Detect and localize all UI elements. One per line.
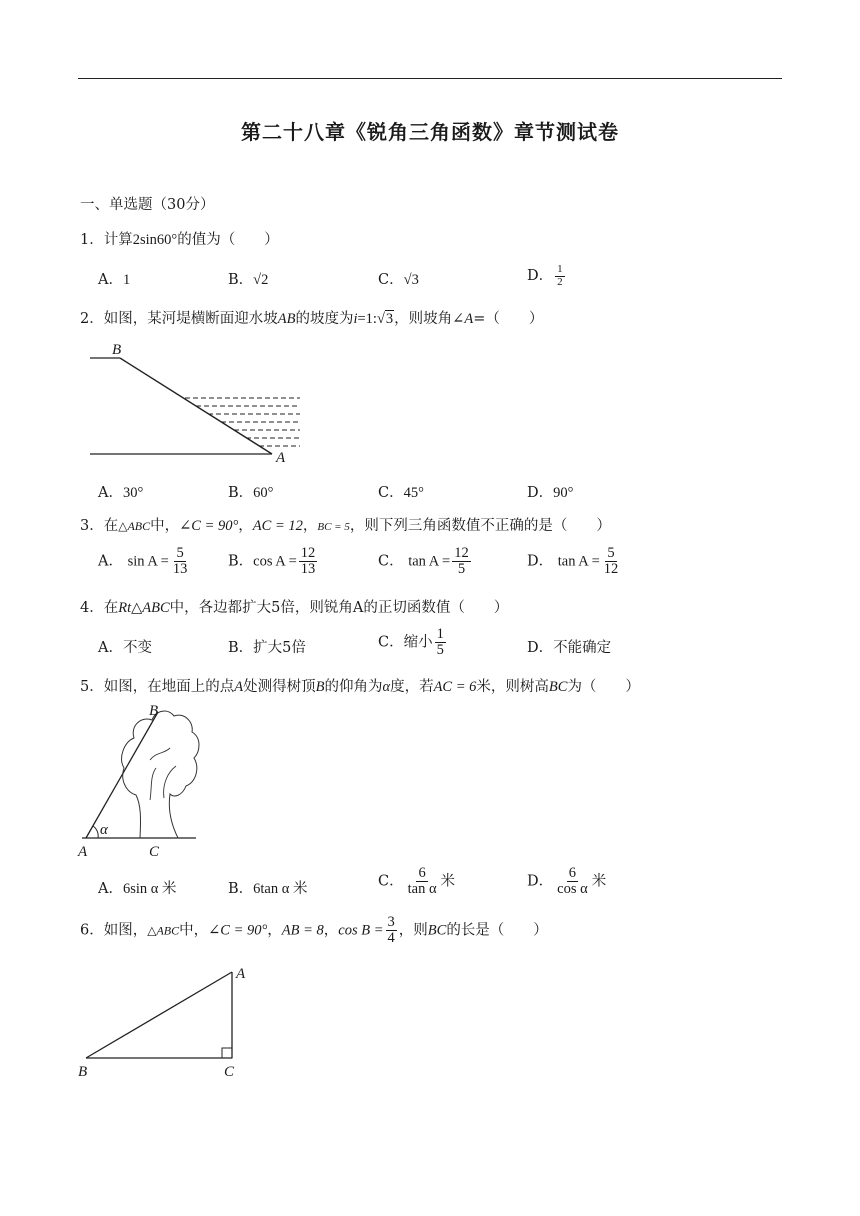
q4-option-d[interactable]: D．不能确定 (527, 640, 612, 656)
q2-option-a[interactable]: A．30° (98, 485, 144, 501)
q5-option-d[interactable]: D． $\frac{6}{\text{cos α}}$ 米 (527, 865, 607, 898)
question-1: 1．计算2sin60°的值为（ ） (80, 232, 279, 248)
q2-option-d[interactable]: D．90° (527, 485, 574, 501)
q2-label-b: B (112, 342, 122, 358)
q6-label-c: C (224, 1064, 235, 1080)
q3-option-d[interactable]: D． tan A = $\frac{5}{12}$ (527, 545, 619, 578)
q4-option-b[interactable]: B．扩大5倍 (228, 640, 306, 656)
question-5: 5．如图，在地面上的点A处测得树顶B的仰角为α度，若AC = 6米，则树高BC为（ ） (80, 679, 640, 695)
question-4: 4．在Rt△ABC中，各边都扩大5倍，则锐角A的正切函数值（ ） (80, 600, 509, 616)
q1-option-c[interactable]: C．√3 (378, 272, 419, 288)
question-6: 6．如图，△ABC中，∠C = 90°，AB = 8，cos B = $\frac{3}{4}$ ，则BC的长是（ ） (80, 914, 548, 947)
q3-option-b[interactable]: B．cos A = $\frac{12}{13}$ (228, 545, 316, 578)
q5-label-alpha: α (100, 822, 108, 838)
q5-option-c[interactable]: C． $\frac{6}{\text{tan α}}$ 米 (378, 865, 456, 898)
q2-label-a: A (276, 450, 286, 466)
q4-option-a[interactable]: A．不变 (98, 640, 152, 656)
q5-label-c: C (149, 844, 160, 860)
q1-option-d[interactable]: D． $\frac{1}{2}$ (527, 263, 563, 288)
q1-option-a[interactable]: A．1 (98, 272, 131, 288)
q6-label-b: B (78, 1064, 88, 1080)
q2-option-b[interactable]: B．60° (228, 485, 274, 501)
question-3: 3．在△ABC中，∠C = 90°，AC = 12，BC = 5，则下列三角函数值不正确的是（ ） (80, 518, 611, 534)
question-2: 2．如图，某河堤横断面迎水坡AB的坡度为i=1:√3，则坡角∠A=（ ） (80, 311, 544, 327)
q6-label-a: A (236, 966, 246, 982)
q5-label-b: B (149, 703, 159, 719)
section-heading: 一、单选题（30分） (80, 197, 215, 213)
q4-option-c[interactable]: C．缩小 $\frac{1}{5}$ (378, 626, 444, 659)
q5-label-a: A (78, 844, 88, 860)
q3-option-c[interactable]: C． tan A = $\frac{12}{5}$ (378, 545, 469, 578)
page-title: 第二十八章《锐角三角函数》章节测试卷 (241, 120, 619, 144)
q1-option-b[interactable]: B．√2 (228, 272, 269, 288)
q2-option-c[interactable]: C．45° (378, 485, 424, 501)
q5-option-a[interactable]: A．6sin α 米 (98, 881, 177, 897)
q5-option-b[interactable]: B．6tan α 米 (228, 881, 308, 897)
q3-option-a[interactable]: A． sin A = $\frac{5}{13}$ (98, 545, 188, 578)
